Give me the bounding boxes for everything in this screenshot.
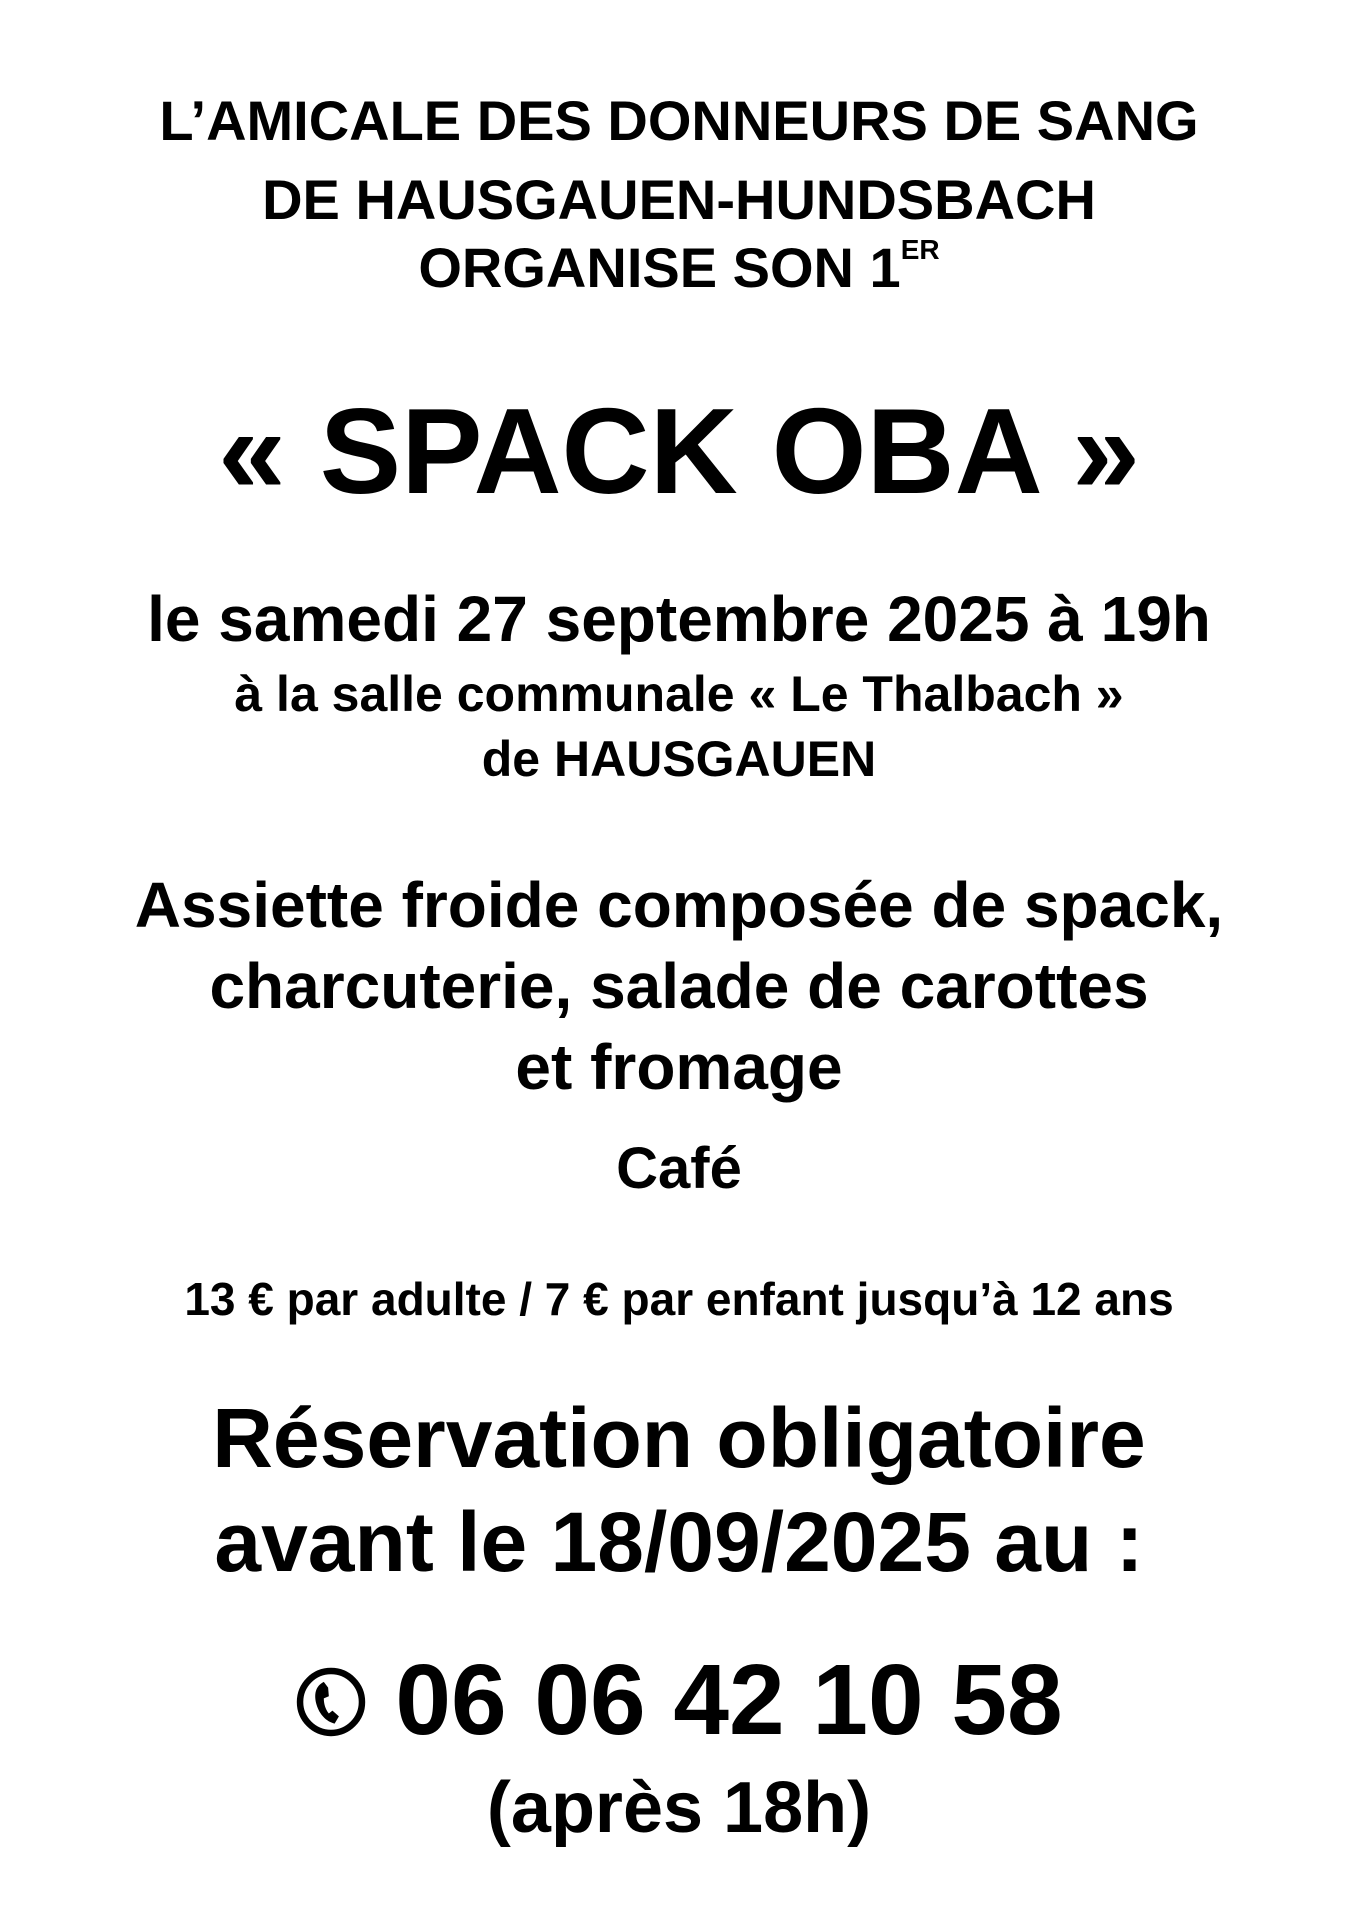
header-line-1: L’AMICALE DES DONNEURS DE SANG [159,89,1199,152]
ordinal-suffix: ER [900,234,940,265]
menu-cafe: Café [616,1136,742,1201]
phone-number: 06 06 42 10 58 [395,1644,1063,1756]
header-line-3 [0,234,1358,299]
header-line-2: DE HAUSGAUEN-HUNDSBACH [262,168,1096,231]
phone-hours-note: (après 18h) [486,1768,872,1848]
reservation-line-1: Réservation obligatoire [212,1391,1146,1485]
event-title: « SPACK OBA » [218,383,1140,519]
header-line-3-text: ORGANISE SON 1 [418,236,901,299]
menu-line-3: et fromage [515,1031,843,1103]
event-date: le samedi 27 septembre 2025 à 19h [147,583,1211,655]
event-venue-line-2: de HAUSGAUEN [481,731,877,787]
price-info: 13 € par adulte / 7 € par enfant jusqu’à 12 ans [184,1273,1174,1325]
menu-line-2: charcuterie, salade de carottes [209,950,1149,1022]
phone-line [0,1644,1358,1756]
event-venue-line-1: à la salle communale « Le Thalbach » [234,666,1124,722]
menu-line-1: Assiette froide composée de spack, [134,869,1224,941]
reservation-line-2: avant le 18/09/2025 au : [214,1495,1144,1589]
telephone-icon [295,1666,367,1738]
